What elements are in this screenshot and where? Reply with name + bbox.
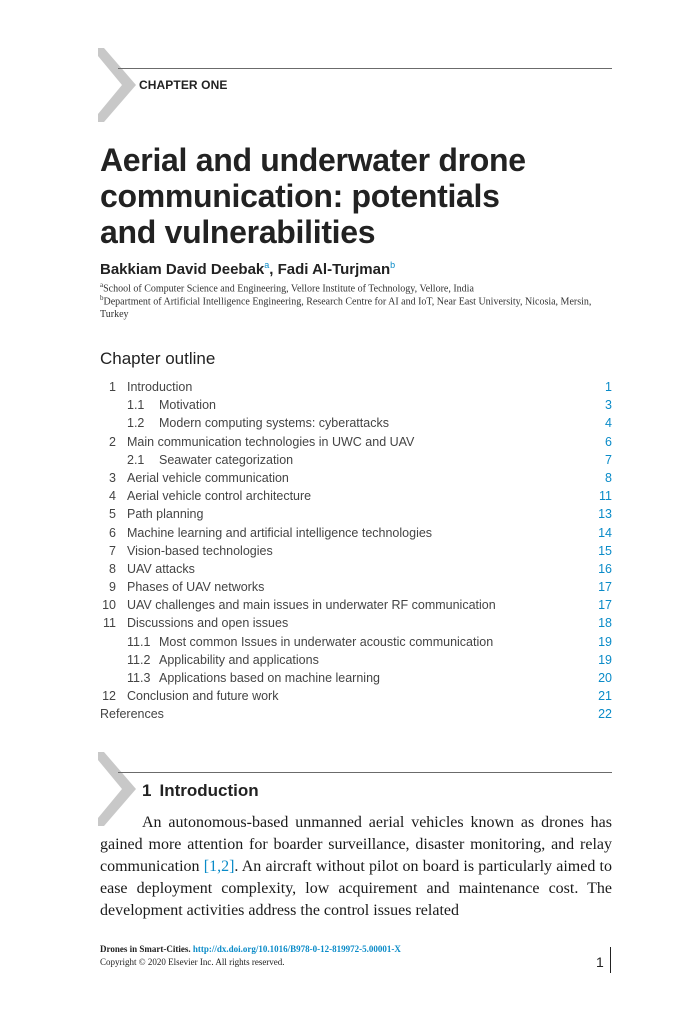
toc-entry[interactable] bbox=[100, 560, 612, 578]
toc-title: Applicability and applications bbox=[159, 652, 319, 667]
page-number-bar bbox=[610, 947, 611, 973]
toc-number: 12 bbox=[102, 689, 116, 704]
copyright-notice: Copyright © 2020 Elsevier Inc. All rights reserved. bbox=[100, 957, 285, 967]
author-name: Bakkiam David Deebak bbox=[100, 261, 265, 278]
table-of-contents bbox=[100, 378, 612, 724]
affiliation-mark[interactable]: a bbox=[264, 260, 270, 270]
toc-entry[interactable] bbox=[100, 669, 612, 687]
toc-page-link[interactable]: 21 bbox=[598, 689, 612, 704]
chapter-title bbox=[100, 142, 620, 250]
toc-page-link[interactable]: 17 bbox=[598, 598, 612, 613]
toc-entry[interactable] bbox=[100, 414, 612, 432]
toc-entry[interactable] bbox=[100, 451, 612, 469]
toc-title: Motivation bbox=[159, 398, 216, 413]
toc-entry[interactable] bbox=[100, 596, 612, 614]
toc-title: Modern computing systems: cyberattacks bbox=[159, 416, 389, 431]
toc-number: 5 bbox=[109, 507, 116, 522]
toc-entry[interactable] bbox=[100, 505, 612, 523]
toc-page-link[interactable]: 16 bbox=[598, 561, 612, 576]
toc-page-link[interactable]: 19 bbox=[598, 652, 612, 667]
toc-title: Vision-based technologies bbox=[127, 543, 273, 558]
affiliation-mark: a bbox=[100, 281, 104, 289]
toc-title: UAV attacks bbox=[127, 561, 195, 576]
section-number: 1 bbox=[142, 781, 152, 800]
toc-entry[interactable] bbox=[100, 542, 612, 560]
toc-page-link[interactable]: 17 bbox=[598, 580, 612, 595]
toc-number: 3 bbox=[109, 470, 116, 485]
toc-page-link[interactable]: 19 bbox=[598, 634, 612, 649]
affiliation-text: School of Computer Science and Engineering, Vellore Institute of Technology, Vellore, India bbox=[103, 283, 474, 295]
toc-entry[interactable] bbox=[100, 378, 612, 396]
toc-number: 2 bbox=[109, 434, 116, 449]
toc-title: Applications based on machine learning bbox=[159, 671, 380, 685]
toc-title: Conclusion and future work bbox=[127, 689, 279, 704]
toc-number: 8 bbox=[109, 561, 116, 576]
toc-title: Phases of UAV networks bbox=[127, 580, 265, 595]
affiliation bbox=[100, 292, 615, 321]
toc-number: 11.1 bbox=[127, 634, 151, 649]
author-separator: , bbox=[269, 261, 278, 278]
toc-entry[interactable] bbox=[100, 578, 612, 596]
toc-title: Discussions and open issues bbox=[127, 616, 289, 631]
paragraph-text: An autonomous-based unmanned aerial vehicles known as drones has gained more attention for boarder surveillance, disaster monitoring, and relay communication bbox=[100, 814, 612, 875]
doi-link[interactable]: http://dx.doi.org/10.1016/B978-0-12-819972-5.00001-X bbox=[192, 944, 401, 954]
toc-number: 6 bbox=[109, 525, 116, 540]
toc-entry[interactable] bbox=[100, 651, 612, 669]
toc-number: 1.2 bbox=[127, 416, 145, 431]
toc-title: Most common Issues in underwater acoustic communication bbox=[159, 634, 494, 649]
footer-journal bbox=[100, 944, 401, 954]
outline-title: Chapter outline bbox=[100, 349, 216, 368]
toc-title: Main communication technologies in UWC and UAV bbox=[127, 434, 415, 449]
section-title: Introduction bbox=[159, 781, 259, 800]
section-rule bbox=[118, 772, 612, 773]
toc-page-link[interactable]: 7 bbox=[605, 452, 612, 467]
title-line-3: and vulnerabilities bbox=[100, 214, 376, 250]
toc-entry[interactable] bbox=[100, 705, 612, 723]
title-line-2: communication: potentials bbox=[100, 178, 500, 214]
toc-number: 11.2 bbox=[127, 652, 151, 667]
toc-page-link[interactable]: 1 bbox=[605, 380, 612, 394]
toc-number: 11.3 bbox=[127, 671, 151, 685]
toc-number: 9 bbox=[109, 580, 116, 595]
affiliation-text: Department of Artificial Intelligence Engineering, Research Centre for AI and IoT, Near East University, Nicosia, Mersin, Turkey bbox=[100, 296, 592, 321]
toc-page-link[interactable]: 15 bbox=[598, 543, 612, 558]
journal-name: Drones in Smart-Cities. bbox=[100, 944, 191, 954]
header-rule bbox=[118, 68, 612, 69]
chevron-decoration bbox=[98, 48, 138, 122]
page-number: 1 bbox=[596, 954, 604, 970]
toc-entry[interactable] bbox=[100, 469, 612, 487]
toc-entry[interactable] bbox=[100, 633, 612, 651]
toc-page-link[interactable]: 18 bbox=[598, 616, 612, 631]
toc-number: 2.1 bbox=[127, 452, 145, 467]
toc-number: 7 bbox=[109, 543, 116, 558]
toc-entry[interactable] bbox=[100, 487, 612, 505]
toc-number: 11 bbox=[103, 616, 116, 631]
toc-page-link[interactable]: 6 bbox=[605, 434, 612, 449]
toc-title: Aerial vehicle communication bbox=[127, 470, 289, 485]
affiliation-mark[interactable]: b bbox=[390, 260, 396, 270]
body-paragraph bbox=[100, 812, 612, 922]
toc-entry[interactable] bbox=[100, 614, 612, 632]
toc-page-link[interactable]: 3 bbox=[605, 398, 612, 413]
toc-entry[interactable] bbox=[100, 433, 612, 451]
section-heading bbox=[142, 781, 259, 801]
toc-number: 1 bbox=[109, 380, 116, 394]
toc-title: Seawater categorization bbox=[159, 452, 294, 467]
toc-entry[interactable] bbox=[100, 396, 612, 414]
toc-page-link[interactable]: 20 bbox=[598, 671, 612, 685]
author-name: Fadi Al-Turjman bbox=[277, 261, 391, 278]
toc-page-link[interactable]: 22 bbox=[598, 707, 612, 722]
paragraph-text: . An aircraft without pilot on board is particularly aimed to ease deployment complexity, low acquirement and maintenance cost. The development activities address the control issues related bbox=[100, 858, 612, 919]
toc-number: 4 bbox=[109, 489, 116, 504]
toc-title: Machine learning and artificial intelligence technologies bbox=[127, 525, 433, 540]
toc-title: References bbox=[100, 707, 164, 722]
toc-number: 1.1 bbox=[127, 398, 145, 413]
toc-entry[interactable] bbox=[100, 687, 612, 705]
affiliation-mark: b bbox=[100, 294, 104, 302]
citation-link[interactable]: [1,2] bbox=[203, 858, 235, 875]
title-line-1: Aerial and underwater drone bbox=[100, 142, 526, 178]
toc-page-link[interactable]: 8 bbox=[605, 470, 612, 485]
toc-page-link[interactable]: 13 bbox=[598, 507, 612, 522]
toc-page-link[interactable]: 11 bbox=[599, 489, 612, 504]
toc-entry[interactable] bbox=[100, 524, 612, 542]
toc-page-link[interactable]: 4 bbox=[605, 416, 612, 431]
toc-title: Aerial vehicle control architecture bbox=[127, 489, 312, 504]
toc-title: Path planning bbox=[127, 507, 204, 522]
toc-title: Introduction bbox=[127, 380, 193, 394]
author-list bbox=[100, 260, 395, 278]
toc-number: 10 bbox=[102, 598, 116, 613]
toc-title: UAV challenges and main issues in underwater RF communication bbox=[127, 598, 496, 613]
toc-page-link[interactable]: 14 bbox=[598, 525, 612, 540]
chapter-label: CHAPTER ONE bbox=[139, 78, 228, 92]
